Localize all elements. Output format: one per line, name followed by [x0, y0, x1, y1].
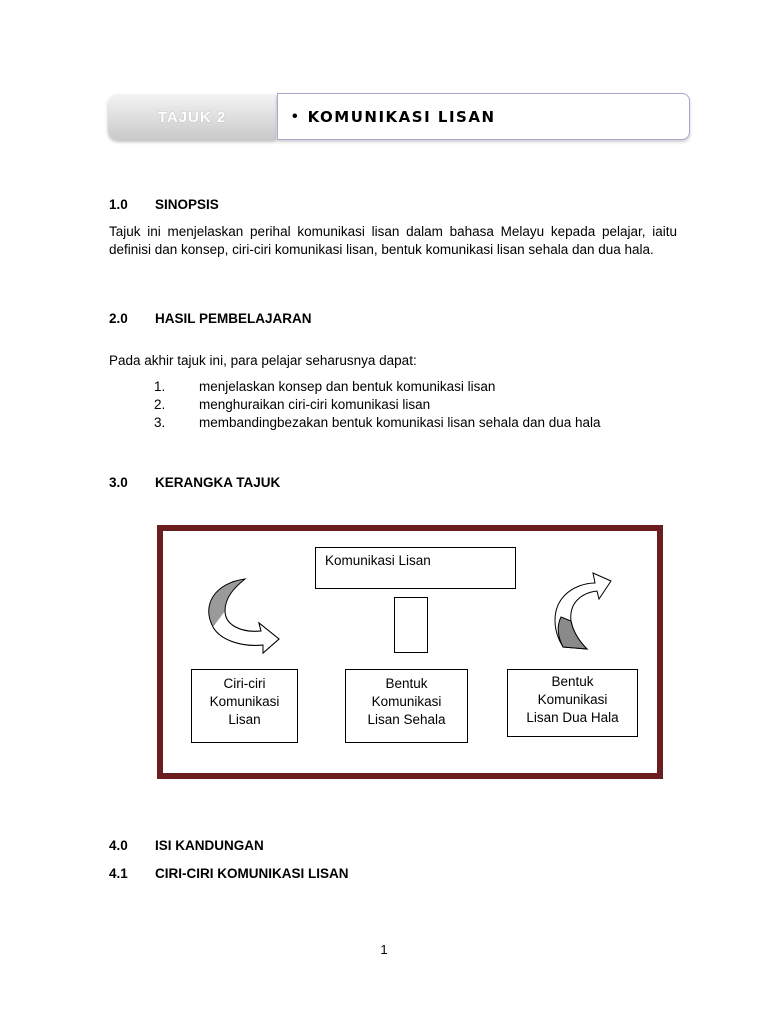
- box-label-line: Lisan: [228, 712, 261, 727]
- list-item-text: menjelaskan konsep dan bentuk komunikasi lisan: [199, 379, 496, 394]
- box-lisan-sehala: [345, 669, 468, 743]
- list-item: [154, 397, 694, 415]
- box-label-line: Ciri-ciri: [223, 676, 266, 691]
- section-title: HASIL PEMBELAJARAN: [155, 311, 312, 326]
- box-label-line: Komunikasi: [537, 692, 608, 707]
- list-item-number: 3.: [154, 415, 166, 430]
- section-title: ISI KANDUNGAN: [155, 838, 264, 853]
- topic-framework-diagram: [157, 525, 663, 779]
- section-heading-kerangka: [109, 475, 509, 493]
- section-number: 4.0: [109, 838, 128, 853]
- section-heading-hasil: [109, 311, 509, 329]
- topic-title-box: [277, 93, 690, 140]
- topic-tag-label: TAJUK 2: [157, 108, 227, 126]
- topic-tag: [108, 94, 276, 140]
- box-label-line: Bentuk: [385, 676, 428, 691]
- box-label-line: Komunikasi: [371, 694, 442, 709]
- box-ciri-ciri: [191, 669, 298, 743]
- section-number: 3.0: [109, 475, 128, 490]
- connector-bar: [394, 597, 428, 653]
- list-item-number: 1.: [154, 379, 166, 394]
- list-item-text: membandingbezakan bentuk komunikasi lisan sehala dan dua hala: [199, 415, 601, 430]
- section-title: SINOPSIS: [155, 197, 219, 212]
- box-label: Komunikasi Lisan: [325, 553, 431, 568]
- box-komunikasi-lisan: [315, 547, 516, 589]
- section-heading-sinopsis: [109, 197, 509, 215]
- list-item: [154, 415, 694, 433]
- curved-arrow-right-icon: [553, 569, 619, 655]
- section-title: KERANGKA TAJUK: [155, 475, 281, 490]
- list-item-text: menghuraikan ciri-ciri komunikasi lisan: [199, 397, 431, 412]
- box-label-line: Bentuk: [551, 674, 594, 689]
- sinopsis-paragraph: Tajuk ini menjelaskan perihal komunikasi lisan dalam bahasa Melayu kepada pelajar, iaitu definisi dan konsep, ciri-ciri komunikasi lisan, bentuk komunikasi lisan sehala dan dua hala.: [109, 224, 677, 257]
- section-number: 2.0: [109, 311, 128, 326]
- section-number: 4.1: [109, 866, 128, 881]
- box-label-line: Lisan Sehala: [367, 712, 446, 727]
- section-heading-isi: [109, 838, 509, 856]
- list-item-number: 2.: [154, 397, 166, 412]
- box-lisan-dua-hala: [507, 669, 638, 737]
- section-title: CIRI-CIRI KOMUNIKASI LISAN: [155, 866, 349, 881]
- section-number: 1.0: [109, 197, 128, 212]
- bullet-icon: •: [292, 107, 298, 125]
- hasil-intro: Pada akhir tajuk ini, para pelajar seharusnya dapat:: [109, 353, 417, 368]
- topic-title: KOMUNIKASI LISAN: [307, 107, 496, 126]
- curved-arrow-left-icon: [201, 573, 283, 655]
- section-heading-ciri: [109, 866, 509, 884]
- box-label-line: Komunikasi: [209, 694, 280, 709]
- box-label-line: Lisan Dua Hala: [526, 710, 619, 725]
- page-number: 1: [380, 942, 388, 957]
- list-item: [154, 379, 694, 397]
